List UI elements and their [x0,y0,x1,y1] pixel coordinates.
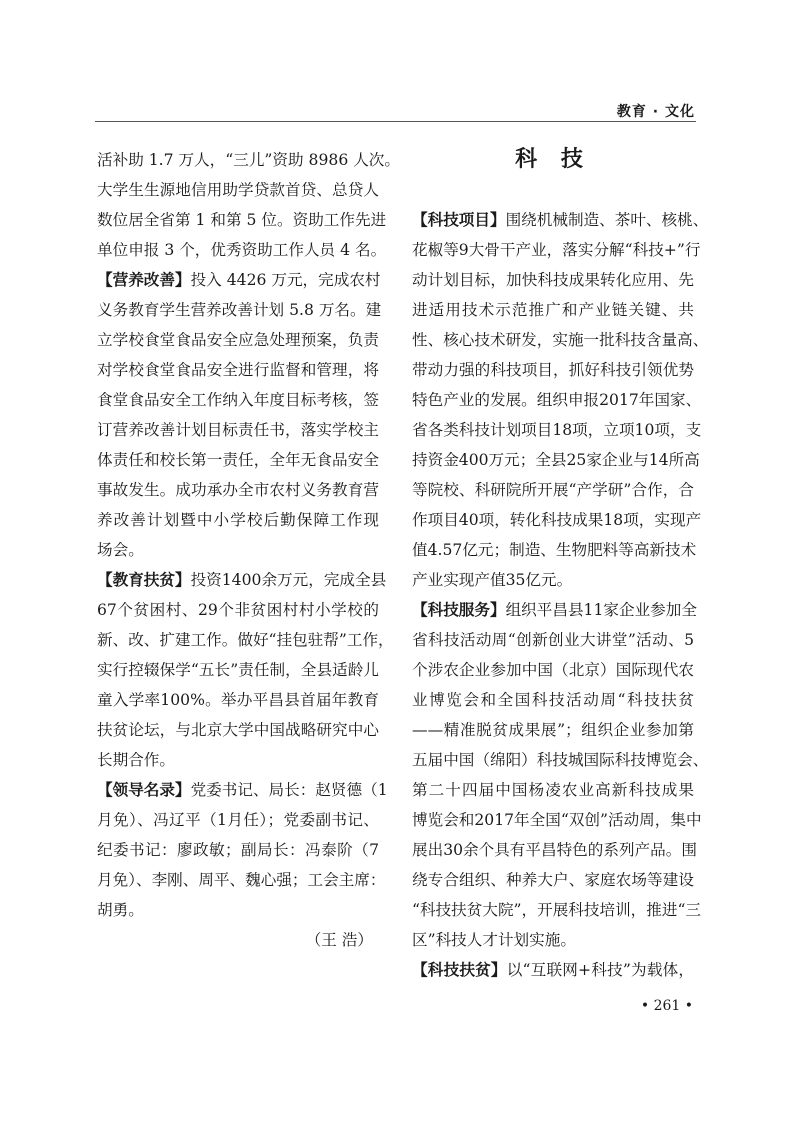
line-text: 值4.57亿元；制造、生物肥料等高新技术 [412,541,697,559]
text-line [412,385,702,415]
paragraph-heading: 【教育扶贫】 [97,571,191,589]
paragraph-heading: 【科技服务】 [412,601,506,619]
paragraph-education-poverty [97,565,394,775]
text-line [97,265,379,295]
line-text: 数位居全省第 1 和第 5 位。资助工作先进 [97,211,387,229]
line-text: 花椒等9大骨干产业，落实分解“科技+”行 [412,241,701,259]
text-line [412,505,702,535]
text-line [412,625,694,655]
paragraph-leadership [97,775,388,925]
text-line [412,955,694,985]
text-line [97,145,400,175]
line-text: 月免）、李刚、周平、魏心强；工会主席： [97,871,386,889]
header-rule [95,121,696,122]
line-text: 胡勇。 [97,901,144,919]
text-line [412,805,702,835]
line-text: 立学校食堂食品安全应急处理预案，负责 [97,331,379,349]
text-line [412,685,694,715]
text-line [412,235,701,265]
line-text: 活补助 1.7 万人，“三儿”资助 8986 人次。 [97,151,400,169]
line-text: 体责任和校长第一责任，全年无食品安全 [97,451,379,469]
text-line [412,355,694,385]
line-text: ——精准脱贫成果展”；组织企业参加第 [412,721,694,739]
text-line [412,865,694,895]
text-line [97,385,379,415]
text-line [412,295,694,325]
text-line [412,775,694,805]
running-header: 教育 · 文化 [616,104,695,120]
line-text: 党委书记、局长：赵贤德（1 [190,781,388,799]
text-line [412,565,694,595]
line-text: 组织平昌县11家企业参加全 [505,601,697,619]
text-line [412,415,702,445]
line-text: 食堂食品安全工作纳入年度目标考核，签 [97,391,379,409]
paragraph-nutrition [97,265,382,565]
text-line [97,805,379,835]
line-text: 新、改、扩建工作。做好“挂包驻帮”工作， [97,631,394,649]
line-text: 义务教育学生营养改善计划 5.8 万名。建 [97,301,382,319]
line-text: 长期合作。 [97,751,175,769]
text-line [97,505,379,535]
text-line [97,355,379,385]
text-line [412,655,694,685]
text-line [97,235,387,265]
line-text: 实行控辍保学“五长”责任制，全县适龄儿 [97,661,379,679]
section-title: 科 技 [515,147,591,172]
line-text: 大学生生源地信用助学贷款首贷、总贷人 [97,181,379,199]
text-line [412,475,694,505]
author-signature: （王 浩） [305,931,373,949]
line-text: 月免）、冯辽平（1月任）；党委副书记、 [97,811,379,829]
paragraph-tech-services [412,595,709,955]
line-text: “科技扶贫大院”，开展科技培训，推进“三 [412,901,702,919]
line-text: 业博览会和全国科技活动周“科技扶贫 [412,691,694,709]
line-text: 养改善计划暨中小学校后勤保障工作现 [97,511,379,529]
text-line [412,925,694,955]
text-line [97,715,379,745]
line-text: 作项目40项，转化科技成果18项，实现产 [412,511,702,529]
text-line [412,265,694,295]
text-line [97,415,379,445]
line-text: 单位申报 3 个，优秀资助工作人员 4 名。 [97,241,387,259]
text-line [412,535,697,565]
paragraph-heading: 【科技扶贫】 [412,961,507,979]
text-line [412,325,709,355]
text-line [97,775,388,805]
line-text: 围绕机械制造、茶叶、核桃、 [505,211,709,229]
line-text: 扶贫论坛，与北京大学中国战略研究中心 [97,721,379,739]
left-column [97,145,400,955]
line-text: 投资1400余万元，完成全县 [190,571,387,589]
text-line [412,745,709,775]
line-text: 动计划目标，加快科技成果转化应用、先 [412,271,694,289]
line-text: 场会。 [97,541,144,559]
text-line [97,205,387,235]
text-line [97,535,379,565]
text-line [412,205,709,235]
line-text: 童入学率100%。举办平昌县首届年教育 [97,691,379,709]
text-line [97,175,379,205]
line-text: 特色产业的发展。组织申报2017年国家、 [412,391,702,409]
text-line [97,655,379,685]
line-text: 67个贫困村、29个非贫困村村小学校的 [97,601,379,619]
line-text: 纪委书记：廖政敏；副局长：冯泰阶（7 [97,841,379,859]
paragraph-heading: 【领导名录】 [97,781,191,799]
text-line [97,565,387,595]
line-text: 产业实现产值35亿元。 [412,571,573,589]
text-line [412,595,697,625]
text-line [97,895,379,925]
paragraph-heading: 【科技项目】 [412,211,506,229]
line-text: 对学校食堂食品安全进行监督和管理，将 [97,361,379,379]
line-text: 事故发生。成功承办全市农村义务教育营 [97,481,379,499]
line-text: 订营养改善计划目标责任书，落实学校主 [97,421,379,439]
text-line [97,295,382,325]
text-line [412,715,694,745]
line-text: 投入 4426 万元，完成农村 [190,271,381,289]
text-line [412,895,702,925]
line-text: 绕专合组织、种养大户、家庭农场等建设 [412,871,694,889]
paragraph-tech-poverty [412,955,694,985]
text-line [97,685,379,715]
line-text: 带动力强的科技项目，抓好科技引领优势 [412,361,694,379]
line-text: 五届中国（绵阳）科技城国际科技博览会、 [412,751,709,769]
text-line [412,835,697,865]
line-text: 以“互联网+科技”为载体， [506,961,694,979]
paragraph [97,145,400,265]
text-line [97,475,379,505]
paragraph-tech-projects [412,205,709,595]
line-text: 博览会和2017年全国“双创”活动周，集中 [412,811,702,829]
line-text: 展出30余个具有平昌特色的系列产品。围 [412,841,697,859]
line-text: 区”科技人才计划实施。 [412,931,576,949]
line-text: 第二十四届中国杨凌农业高新科技成果 [412,781,694,799]
text-line [97,325,379,355]
text-line [97,745,379,775]
line-text: 省科技活动周“创新创业大讲堂”活动、5 [412,631,694,649]
page-number: • 261 • [640,998,693,1014]
text-line [97,445,379,475]
line-text: 省各类科技计划项目18项，立项10项，支 [412,421,702,439]
line-text: 持资金400万元；全县25家企业与14所高 [412,451,700,469]
text-line [412,445,700,475]
line-text: 等院校、科研院所开展“产学研”合作，合 [412,481,694,499]
paragraph-heading: 【营养改善】 [97,271,191,289]
text-line [97,835,379,865]
text-line [97,865,386,895]
text-line [97,625,394,655]
line-text: 进适用技术示范推广和产业链关键、共 [412,301,694,319]
line-text: 性、核心技术研发，实施一批科技含量高、 [412,331,709,349]
line-text: 个涉农企业参加中国（北京）国际现代农 [412,661,694,679]
text-line [97,595,379,625]
right-column [412,205,709,985]
